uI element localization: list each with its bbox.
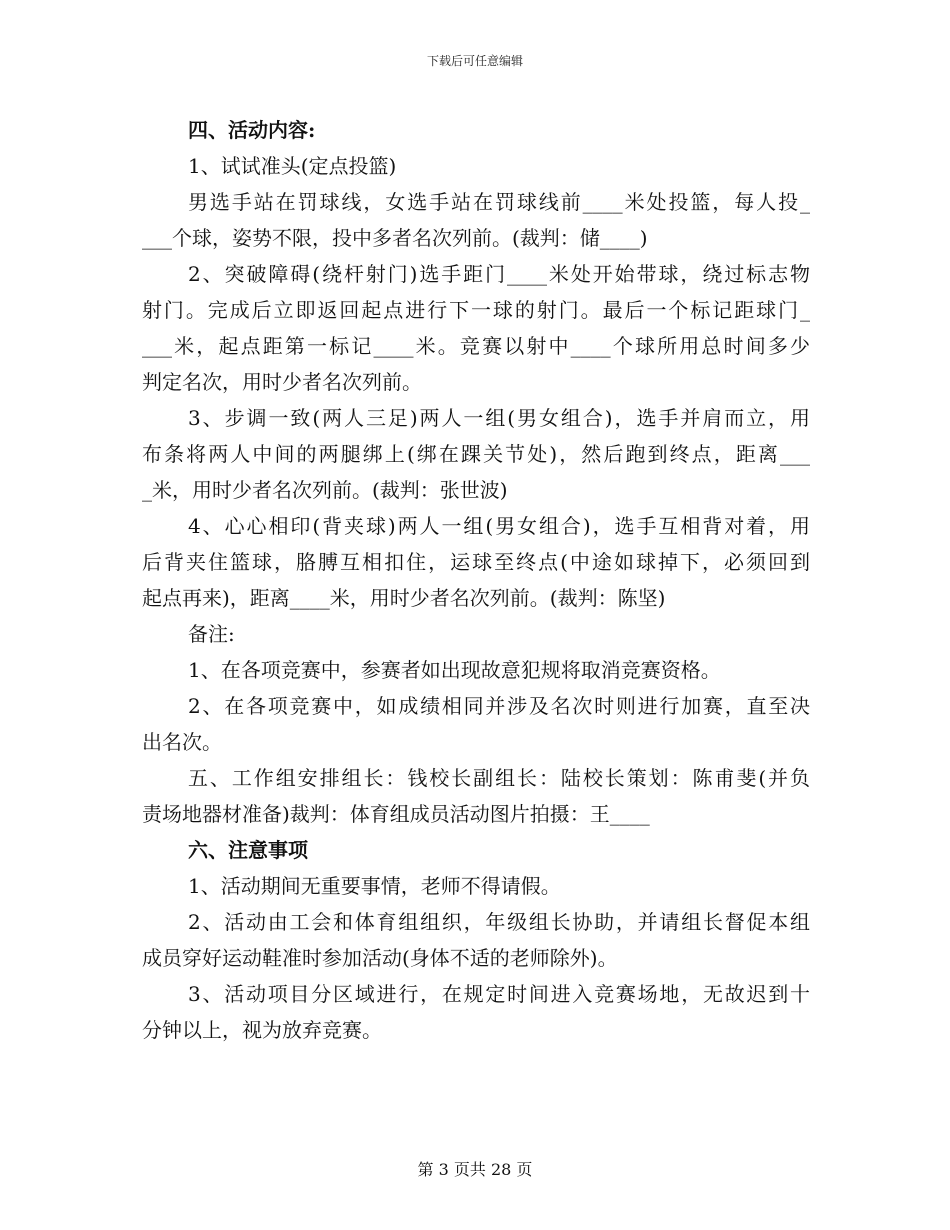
doc-line: 六、注意事项 (188, 838, 308, 862)
doc-line: 出名次。 (142, 730, 222, 754)
doc-line: 判定名次，用时少者名次列前。 (142, 370, 422, 394)
doc-line: 3、活动项目分区域进行，在规定时间进入竞赛场地，无故迟到十 (188, 982, 810, 1006)
doc-line: 布条将两人中间的两腿绑上(绑在踝关节处)，然后跑到终点，距离___ (142, 442, 810, 466)
document-body (142, 112, 810, 1048)
doc-line: 起点再来)，距离____米，用时少者名次列前。(裁判：陈坚) (142, 586, 666, 610)
doc-line: 男选手站在罚球线，女选手站在罚球线前____米处投篮，每人投_ (188, 190, 810, 214)
doc-line: 4、心心相印(背夹球)两人一组(男女组合)，选手互相背对着，用 (188, 514, 810, 538)
doc-line: 2、突破障碍(绕杆射门)选手距门____米处开始带球，绕过标志物 (188, 262, 810, 286)
page-number: 第 3 页共 28 页 (417, 1160, 533, 1179)
doc-line: ___米，起点距第一标记____米。竞赛以射中____个球所用总时间多少 (142, 334, 810, 358)
doc-line: 五、工作组安排组长：钱校长副组长：陆校长策划：陈甫斐(并负 (188, 766, 810, 790)
doc-line: 2、在各项竞赛中，如成绩相同并涉及名次时则进行加赛，直至决 (188, 694, 810, 718)
doc-line: 2、活动由工会和体育组组织，年级组长协助，并请组长督促本组 (188, 910, 810, 934)
doc-line: 成员穿好运动鞋准时参加活动(身体不适的老师除外)。 (142, 946, 618, 970)
doc-line: 后背夹住篮球，胳膊互相扣住，运球至终点(中途如球掉下，必须回到 (142, 550, 810, 574)
doc-line: 备注: (188, 622, 235, 646)
doc-line: 1、在各项竞赛中，参赛者如出现故意犯规将取消竞赛资格。 (188, 658, 721, 682)
doc-line: 责场地器材准备)裁判：体育组成员活动图片拍摄：王____ (142, 802, 650, 826)
doc-line: 四、活动内容: (188, 118, 316, 142)
doc-line: _米，用时少者名次列前。(裁判：张世波) (142, 478, 508, 502)
doc-line: 1、活动期间无重要事情，老师不得请假。 (188, 874, 561, 898)
doc-line: ___个球，姿势不限，投中多者名次列前。(裁判：储____) (142, 226, 648, 250)
doc-line: 3、步调一致(两人三足)两人一组(男女组合)，选手并肩而立，用 (188, 406, 810, 430)
doc-line: 分钟以上，视为放弃竞赛。 (142, 1018, 382, 1042)
page-header: 下载后可任意编辑 (426, 54, 523, 68)
doc-line: 1、试试准头(定点投篮) (188, 154, 397, 178)
doc-line: 射门。完成后立即返回起点进行下一球的射门。最后一个标记距球门_ (142, 298, 810, 322)
